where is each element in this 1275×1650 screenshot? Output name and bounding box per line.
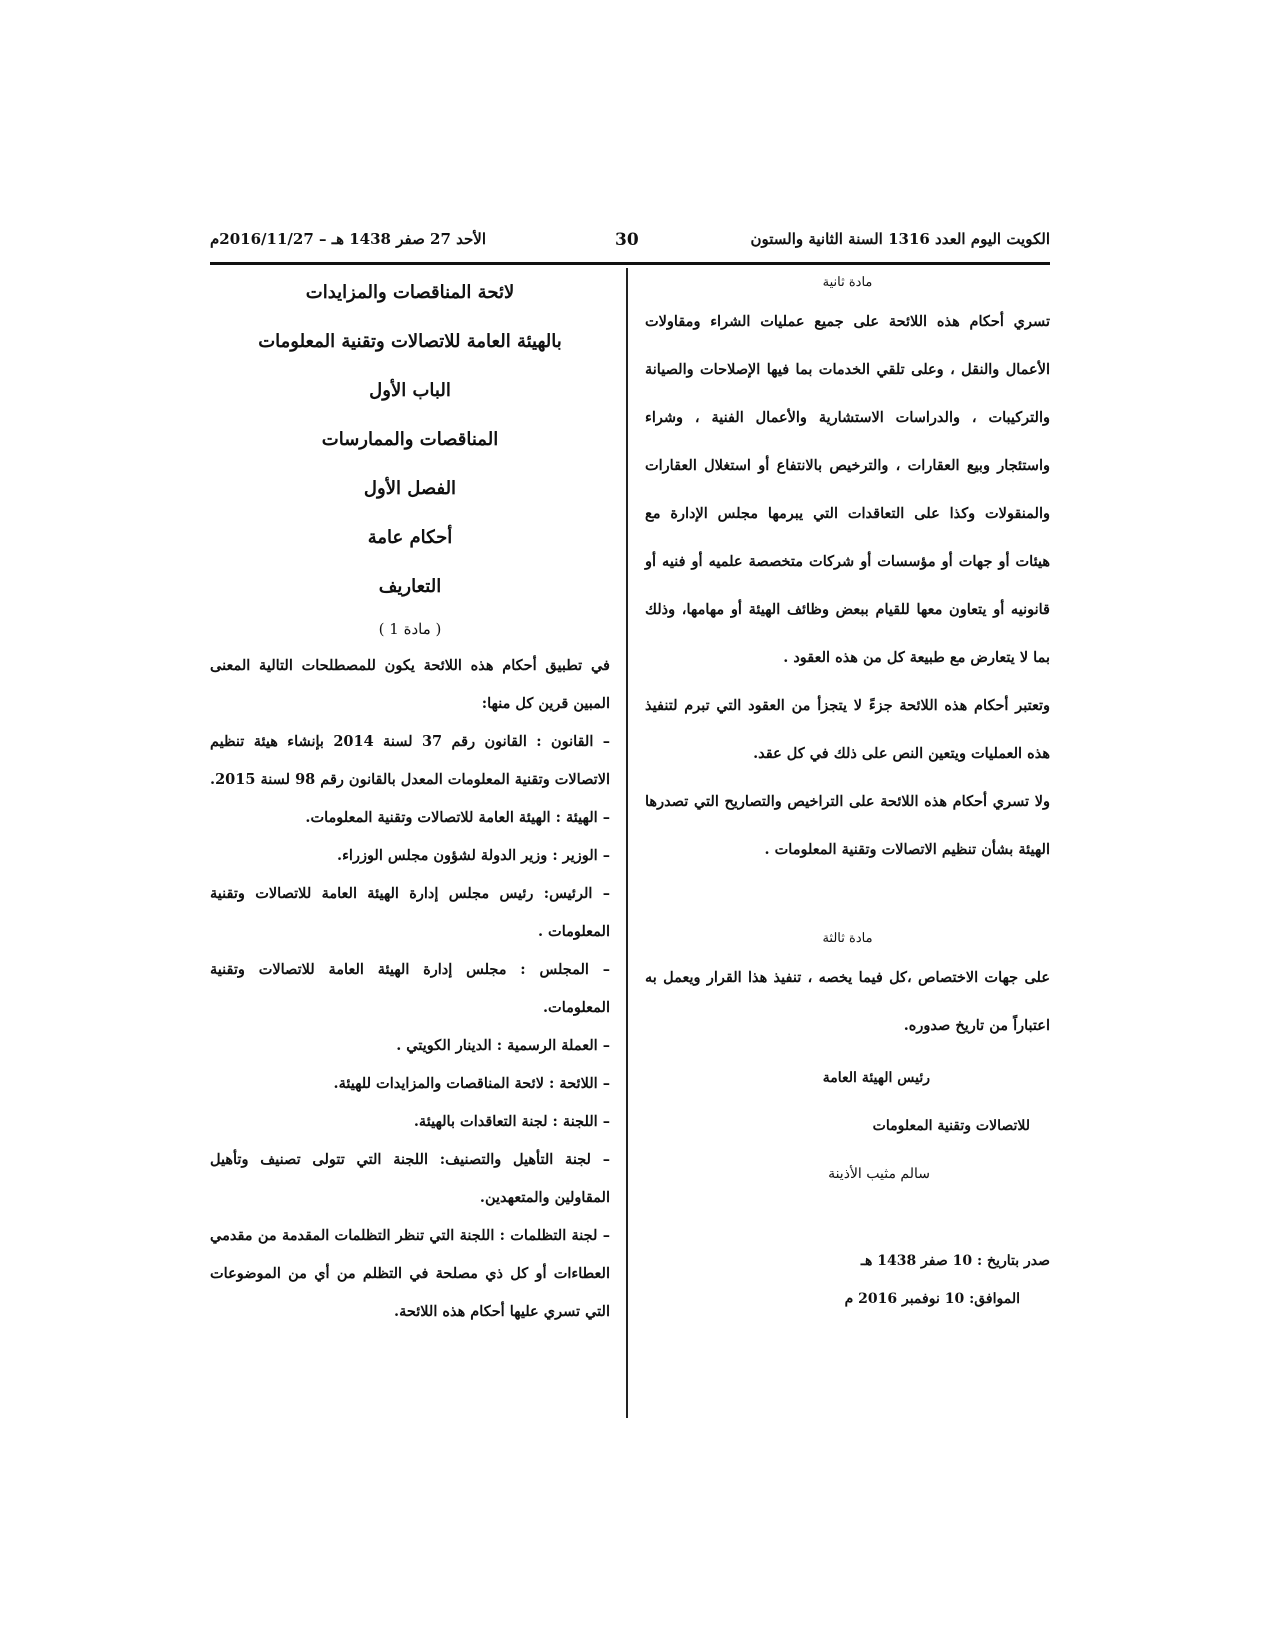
article-3-heading: مادة ثالثة bbox=[822, 931, 873, 946]
signature-title-line-1: رئيس الهيئة العامة bbox=[822, 1070, 930, 1086]
header-date: الأحد 27 صفر 1438 هـ – 2016/11/27م bbox=[210, 230, 486, 248]
issue-date-block bbox=[645, 1242, 1050, 1318]
definition-board: – المجلس : مجلس إدارة الهيئة العامة للاتصالات وتقنية المعلومات. bbox=[210, 961, 610, 1016]
article-3-paragraph: على جهات الاختصاص ،كل فيما يخصه ، تنفيذ هذا القرار ويعمل به اعتباراً من تاريخ صدوره. bbox=[645, 969, 1050, 1034]
authority-title: بالهيئة العامة للاتصالات وتقنية المعلومات bbox=[258, 331, 562, 352]
definition-chairman: – الرئيس: رئيس مجلس إدارة الهيئة العامة للاتصالات وتقنية المعلومات . bbox=[210, 885, 610, 940]
article-2-paragraph-1: تسري أحكام هذه اللائحة على جميع عمليات الشراء ومقاولات الأعمال والنقل ، وعلى تلقي الخدمات بما فيها الإصلاحات والصيانة والتركيبات ، والدراسات الاستشارية والأعمال الفنية ، وشراء واستئجار وبيع العقارات ، والترخيص بالانتفاع أو استغلال العقارات والمنقولات وكذا على التعاقدات التي يبرمها مجلس الإدارة مع هيئات أو جهات أو مؤسسات أو شركات متخصصة علميه أو فنيه أو قانونيه أو يتعاون معها للقيام ببعض وظائف الهيئة أو مهامها، وذلك بما لا يتعارض مع طبيعة كل من هذه العقود . bbox=[645, 313, 1050, 666]
definition-law: – القانون : القانون رقم 37 لسنة 2014 بإنشاء هيئة تنظيم الاتصالات وتقنية المعلومات المعدل بالقانون رقم 98 لسنة 2015. bbox=[210, 733, 610, 788]
article-1-label: ( مادة 1 ) bbox=[378, 620, 442, 638]
definition-regulation: – اللائحة : لائحة المناقصات والمزايدات للهيئة. bbox=[333, 1075, 610, 1092]
chapter-title: الفصل الأول bbox=[363, 478, 457, 499]
definitions-heading: التعاريف bbox=[378, 576, 442, 597]
left-column bbox=[210, 268, 610, 1331]
issue-date-gregorian: الموافق: 10 نوفمبر 2016 م bbox=[844, 1291, 1020, 1307]
definition-currency: – العملة الرسمية : الدينار الكويتي . bbox=[396, 1037, 610, 1054]
regulation-title: لائحة المناقصات والمزايدات bbox=[305, 282, 515, 303]
part-title: الباب الأول bbox=[369, 380, 451, 401]
page-number: 30 bbox=[615, 230, 639, 250]
signature-title-line-2: للاتصالات وتقنية المعلومات bbox=[872, 1118, 1030, 1134]
article-2-paragraph-2: وتعتبر أحكام هذه اللائحة جزءً لا يتجزأ من العقود التي تبرم لتنفيذ هذه العمليات ويتعين النص على ذلك في كل عقد. bbox=[645, 697, 1050, 762]
part-subject: المناقصات والممارسات bbox=[321, 429, 499, 450]
signature-block bbox=[645, 1054, 1050, 1198]
definition-committee: – اللجنة : لجنة التعاقدات بالهيئة. bbox=[413, 1113, 610, 1130]
right-column bbox=[645, 268, 1050, 1318]
header-publication: الكويت اليوم العدد 1316 السنة الثانية والستون bbox=[750, 230, 1050, 248]
header-rule bbox=[210, 262, 1050, 265]
page-header bbox=[210, 230, 1050, 256]
article-2-paragraph-3: ولا تسري أحكام هذه اللائحة على التراخيص والتصاريح التي تصدرها الهيئة بشأن تنظيم الاتصالات وتقنية المعلومات . bbox=[645, 793, 1050, 858]
definition-qualification-committee: – لجنة التأهيل والتصنيف: اللجنة التي تتولى تصنيف وتأهيل المقاولين والمتعهدين. bbox=[210, 1151, 610, 1206]
column-divider bbox=[626, 268, 628, 1418]
signatory-name: سالم مثيب الأذينة bbox=[828, 1166, 930, 1182]
definition-minister: – الوزير : وزير الدولة لشؤون مجلس الوزراء. bbox=[337, 847, 610, 864]
chapter-subject: أحكام عامة bbox=[367, 527, 453, 548]
definition-grievance-committee: – لجنة التظلمات : اللجنة التي تنظر التظلمات المقدمة من مقدمي العطاءات أو كل ذي مصلحة في التظلم من أي من الموضوعات التي تسري عليها أحكام هذه اللائحة. bbox=[210, 1227, 610, 1320]
definition-authority: – الهيئة : الهيئة العامة للاتصالات وتقنية المعلومات. bbox=[305, 809, 610, 826]
issue-date-hijri: صدر بتاريخ : 10 صفر 1438 هـ bbox=[860, 1253, 1050, 1269]
definitions-intro: في تطبيق أحكام هذه اللائحة يكون للمصطلحات التالية المعنى المبين قرين كل منها: bbox=[210, 657, 610, 712]
article-2-heading: مادة ثانية bbox=[822, 275, 873, 290]
